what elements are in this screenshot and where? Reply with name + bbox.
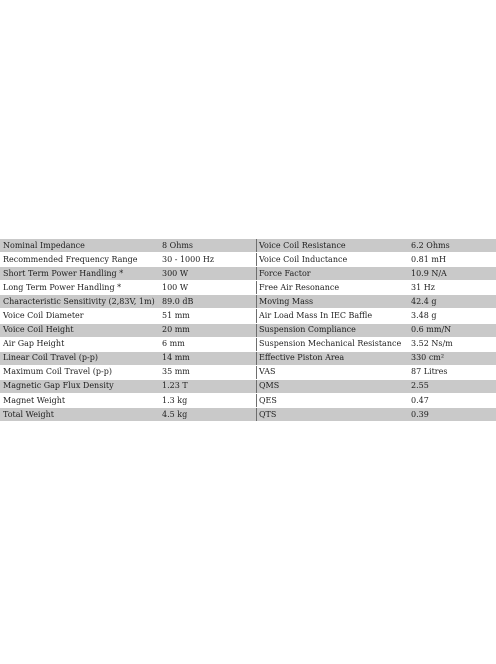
spec-row xyxy=(0,337,496,351)
spec-right-value: 87 Litres xyxy=(408,365,496,379)
spec-row xyxy=(0,323,496,337)
spec-right-label: Voice Coil Resistance xyxy=(257,239,409,253)
spec-row xyxy=(0,239,496,253)
spec-right-value: 0.6 mm/N xyxy=(408,323,496,337)
spec-left-value: 20 mm xyxy=(159,323,257,337)
spec-row xyxy=(0,267,496,281)
spec-left-value: 89.0 dB xyxy=(159,295,257,309)
specifications-table xyxy=(0,239,496,422)
spec-right-label: Suspension Compliance xyxy=(257,323,409,337)
spec-left-value: 1.23 T xyxy=(159,379,257,393)
spec-right-value: 6.2 Ohms xyxy=(408,239,496,253)
spec-left-value: 14 mm xyxy=(159,351,257,365)
spec-left-value: 8 Ohms xyxy=(159,239,257,253)
spec-left-label: Recommended Frequency Range xyxy=(0,253,159,267)
spec-row xyxy=(0,351,496,365)
spec-row xyxy=(0,281,496,295)
spec-right-label: QES xyxy=(257,394,409,408)
spec-row xyxy=(0,253,496,267)
spec-left-label: Magnet Weight xyxy=(0,394,159,408)
spec-right-value: 330 cm² xyxy=(408,351,496,365)
spec-right-value: 42.4 g xyxy=(408,295,496,309)
spec-left-value: 35 mm xyxy=(159,365,257,379)
spec-right-value: 0.81 mH xyxy=(408,253,496,267)
spec-left-label: Magnetic Gap Flux Density xyxy=(0,379,159,393)
spec-left-value: 300 W xyxy=(159,267,257,281)
spec-right-value: 0.39 xyxy=(408,408,496,422)
spec-right-label: Voice Coil Inductance xyxy=(257,253,409,267)
spec-left-value: 1.3 kg xyxy=(159,394,257,408)
spec-right-label: Moving Mass xyxy=(257,295,409,309)
spec-right-label: QTS xyxy=(257,408,409,422)
spec-left-value: 51 mm xyxy=(159,309,257,323)
spec-right-label: QMS xyxy=(257,379,409,393)
spec-right-value: 3.52 Ns/m xyxy=(408,337,496,351)
spec-left-label: Voice Coil Diameter xyxy=(0,309,159,323)
spec-right-value: 0.47 xyxy=(408,394,496,408)
specifications-table-body xyxy=(0,239,496,422)
spec-left-label: Maximum Coil Travel (p-p) xyxy=(0,365,159,379)
spec-left-label: Linear Coil Travel (p-p) xyxy=(0,351,159,365)
spec-left-label: Characteristic Sensitivity (2,83V, 1m) xyxy=(0,295,159,309)
spec-row xyxy=(0,394,496,408)
spec-left-value: 30 - 1000 Hz xyxy=(159,253,257,267)
spec-left-label: Total Weight xyxy=(0,408,159,422)
spec-row xyxy=(0,309,496,323)
spec-left-label: Nominal Impedance xyxy=(0,239,159,253)
spec-right-label: VAS xyxy=(257,365,409,379)
spec-left-value: 6 mm xyxy=(159,337,257,351)
spec-right-value: 2.55 xyxy=(408,379,496,393)
spec-left-label: Long Term Power Handling * xyxy=(0,281,159,295)
spec-right-label: Air Load Mass In IEC Baffle xyxy=(257,309,409,323)
spec-row xyxy=(0,408,496,422)
spec-right-value: 31 Hz xyxy=(408,281,496,295)
spec-right-value: 10.9 N/A xyxy=(408,267,496,281)
spec-row xyxy=(0,379,496,393)
spec-left-value: 4.5 kg xyxy=(159,408,257,422)
spec-row xyxy=(0,295,496,309)
spec-right-label: Suspension Mechanical Resistance xyxy=(257,337,409,351)
spec-left-label: Air Gap Height xyxy=(0,337,159,351)
spec-right-label: Effective Piston Area xyxy=(257,351,409,365)
spec-left-label: Short Term Power Handling * xyxy=(0,267,159,281)
spec-left-value: 100 W xyxy=(159,281,257,295)
spec-row xyxy=(0,365,496,379)
spec-left-label: Voice Coil Height xyxy=(0,323,159,337)
spec-right-value: 3.48 g xyxy=(408,309,496,323)
spec-right-label: Free Air Resonance xyxy=(257,281,409,295)
spec-right-label: Force Factor xyxy=(257,267,409,281)
